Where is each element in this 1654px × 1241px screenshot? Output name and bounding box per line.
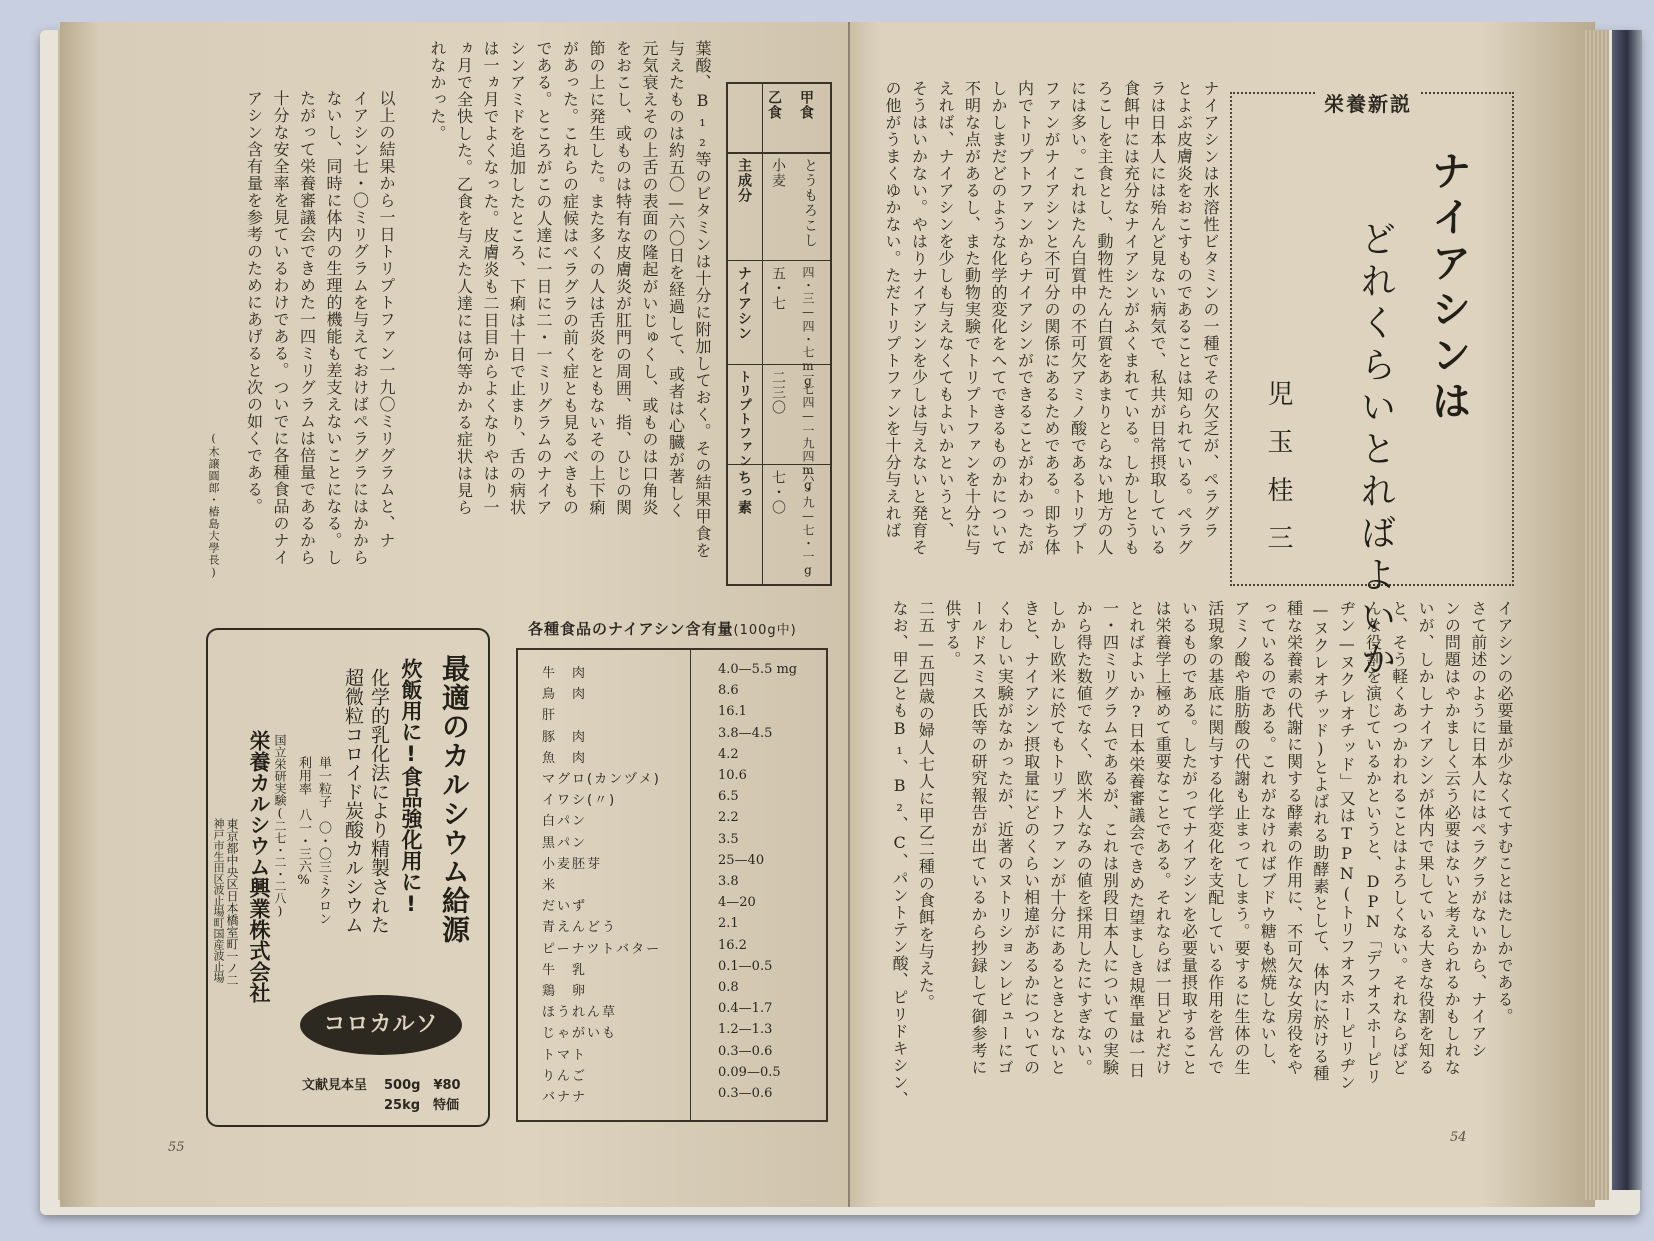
food-name: 牛 乳 — [542, 962, 588, 978]
text-column: とよぶ皮膚炎をおこすものであることは知られている。ペラグ — [1174, 80, 1194, 556]
text-column: さて前述のように日本人にはペラグラがないから、ナイアシ — [1468, 600, 1488, 1059]
text-column: いるものである。したがってナイアシンを必要量摂取すること — [1179, 600, 1199, 1076]
table-row — [518, 980, 826, 1001]
table-row — [518, 1022, 826, 1043]
food-name: 魚 肉 — [542, 750, 588, 766]
text-column: 一・四ミリグラムであるが、これは別段日本人についての実験 — [1100, 600, 1120, 1076]
niacin-value: 0.3—0.6 — [718, 1043, 773, 1059]
table-row — [518, 938, 826, 959]
niacin-value: 3.5 — [718, 831, 739, 847]
text-column: んな役割を演じているかというと、DPN「デフオスホーピリ — [1363, 600, 1383, 1085]
food-name: ピーナツトバター — [542, 941, 662, 957]
niacin-value: 0.8 — [718, 980, 739, 995]
table-cell: とうもろこし — [802, 158, 818, 248]
text-column: しかしまだどのような化学的変化をへてできるものかについて — [989, 80, 1008, 556]
text-column: えれば、ナイアシンを少しも与えなくてもよいかというと、 — [936, 80, 955, 539]
niacin-value: 3.8 — [718, 874, 739, 889]
text-column: は一ヵ月でよくなった。皮膚炎も二日目からよくなりやはり一 — [481, 40, 500, 516]
text-column: から得た数値でなく、欧米人なみの値を採用したにすぎない。 — [1074, 600, 1094, 1076]
food-name: トマト — [542, 1047, 588, 1063]
next-page-sliver — [1612, 30, 1642, 1190]
text-column: ファンがナイアシンと不可分の関係にあるためである。即ち体 — [1042, 80, 1061, 556]
text-column: 二五—五四歳の婦人七人に甲乙二種の食餌を与えた。 — [916, 600, 936, 1011]
table-row — [518, 704, 826, 725]
text-column: 元気衰えその上舌の表面の隆起がいじゅくし、或ものは口角炎 — [640, 40, 659, 516]
ad-price: 500g ¥80 — [384, 1078, 461, 1093]
niacin-value: 25—40 — [718, 852, 765, 868]
table-row — [518, 683, 826, 704]
text-column: 与えたものは約五〇—六〇日を経過して、或者は心臓が著しく — [666, 40, 686, 519]
niacin-value: 0.4—1.7 — [718, 1001, 773, 1017]
table-divider — [728, 260, 830, 261]
table-cell: 五・七 — [770, 266, 786, 311]
text-column: の他がうまくゆかない。ただトリプトファンを十分与えれば — [883, 80, 902, 539]
food-table-title-text: 各種食品のナイアシン含有量 — [528, 620, 734, 638]
food-name: りんご — [542, 1068, 588, 1084]
article-title: ナイアシンは — [1425, 150, 1471, 426]
food-name: 白パン — [542, 814, 588, 830]
food-name: 米 — [542, 878, 558, 893]
text-column: イアシン七・〇ミリグラムを与えておけばペラグラにはかから — [350, 90, 370, 566]
table-row — [518, 916, 826, 937]
table-cell: 一七四—一九四mg — [801, 370, 815, 493]
text-column: 種な栄養素の代謝に関する酵素の作用に、不可欠な女房役をや — [1284, 600, 1304, 1076]
food-table-title — [528, 618, 797, 639]
niacin-value: 0.09—0.5 — [718, 1064, 781, 1080]
ad-copy: 超微粒コロイド炭酸カルシウム — [342, 668, 364, 934]
header-cell: 乙食 — [766, 90, 782, 120]
food-name: じゃがいも — [542, 1026, 618, 1042]
text-column: 活現象の基底に関与する化学変化を支配している作用を営んで — [1205, 600, 1225, 1076]
table-row — [518, 853, 826, 874]
table-cell: 六・九—七・一g — [801, 470, 815, 578]
header-cell: 甲食 — [798, 90, 814, 120]
table-row — [518, 832, 826, 853]
table-row — [518, 874, 826, 895]
article-author: 児玉桂三 — [1263, 380, 1293, 572]
niacin-value: 4—20 — [718, 895, 756, 911]
table-cell: 小麦 — [770, 158, 786, 188]
food-name: ほうれん草 — [542, 1005, 618, 1021]
food-name: だいず — [542, 899, 588, 915]
ad-institute: 国立栄研実験(二七・二・二八) — [273, 734, 287, 918]
text-column: 不明な点があるし、また動物実験でトリプトファンを十分に与 — [962, 80, 982, 556]
text-column: くわしい実験がなかったが、近著のヌトリションレビューにゴ — [995, 600, 1015, 1076]
niacin-value: 1.2—1.3 — [718, 1022, 773, 1038]
ad-copy: 化学的乳化法により精製された — [368, 668, 390, 934]
text-column: をおこし、或ものは特有な皮膚炎が肛門の周囲、指、ひじの関 — [613, 40, 633, 516]
text-column: れなかった。 — [428, 40, 447, 142]
niacin-value: 3.8—4.5 — [718, 725, 773, 741]
text-column: 以上の結果から一日トリプトファン一九〇ミリグラムと、ナ — [377, 90, 396, 549]
text-column: ヂン—ヌクレオチッド」又はTPN(トリフオスホーピリヂン — [1337, 600, 1357, 1091]
food-name: 豚 肉 — [542, 729, 588, 745]
text-column: 葉酸、B₁₂等のビタミンは十分に附加しておく。その結果甲食を — [693, 40, 712, 559]
right-page-edges — [1585, 30, 1609, 1200]
text-column: いが、しかしナイアシンが体内で果している大きな役割を知る — [1416, 600, 1436, 1076]
table-row — [518, 895, 826, 916]
table-row — [518, 789, 826, 810]
food-name: 鳥 肉 — [542, 687, 588, 703]
text-column: ろこしを主食とし、動物性たん白質をあまりとらない地方の人 — [1095, 80, 1114, 556]
text-column: きと、ナイアシン摂取量にどのくらい相違があるかについての — [1021, 600, 1041, 1076]
page-number-left: 55 — [168, 1140, 185, 1155]
table-header: ちっ素 — [736, 470, 752, 515]
table-cell: 七・〇 — [770, 470, 786, 515]
text-column: である。ところがこの人達に一日に二・一ミリグラムのナイア — [534, 40, 553, 516]
niacin-value: 6.5 — [718, 789, 739, 805]
table-row — [518, 959, 826, 980]
ad-spec: 単一粒子 〇・〇三ミクロン — [316, 756, 331, 925]
table-header: ナイアシン — [736, 266, 752, 341]
text-column: イアシンの必要量が少なくてすむことはたしかである。 — [1495, 600, 1514, 1025]
text-column: 食餌中には充分なナイアシンがふくまれている。しかしとうも — [1121, 80, 1141, 556]
table-row — [518, 747, 826, 768]
table-header: 主成分 — [736, 158, 752, 203]
diet-composition-table — [726, 82, 832, 586]
text-column: 供する。 — [942, 600, 962, 668]
food-name: 小麦胚芽 — [542, 856, 603, 872]
ad-subhead: 炊飯用に!食品強化用に! — [399, 658, 423, 916]
ad-price: 25kg 特価 — [384, 1098, 460, 1113]
table-row — [518, 1065, 826, 1086]
niacin-value: 4.2 — [718, 746, 739, 762]
ad-spec: 利用率 八一・三六% — [296, 756, 311, 888]
text-column: ンの問題はやかましく云う必要はないと考えられるかもしれな — [1442, 600, 1462, 1076]
table-row — [518, 662, 826, 683]
text-column: は栄養学上極めて重要なことである。それならば一日どれだけ — [1153, 600, 1173, 1076]
niacin-value: 16.2 — [718, 937, 747, 953]
food-niacin-table — [516, 648, 828, 1122]
table-row — [518, 1044, 826, 1065]
food-name: 黒パン — [542, 835, 588, 851]
korokaruso-logo: コロカルソ — [300, 995, 462, 1055]
article-subtitle: どれくらいとればよいか — [1355, 220, 1396, 682]
table-row — [518, 768, 826, 789]
food-name: 青えんどう — [542, 920, 618, 936]
text-column: しかし欧米に於てもトリプトファンが十分にあるときとないと — [1047, 600, 1067, 1076]
text-column: とればよいか?日本栄養審議会できめた望ましき規準量は一日 — [1126, 600, 1146, 1079]
text-column: たがって栄養審議会できめた一四ミリグラムは倍量であるから — [297, 90, 317, 566]
niacin-value: 2.2 — [718, 810, 739, 826]
niacin-value: 0.1—0.5 — [718, 958, 773, 974]
table-row — [518, 810, 826, 831]
ad-address: 東京都中央区日本橋室町一ノ二 — [225, 818, 239, 986]
niacin-value: 16.1 — [718, 704, 747, 720]
text-column: には多い。これはたん白質中の不可欠アミノ酸であるトリプト — [1068, 80, 1088, 556]
column-tag: 栄養新説 — [1316, 88, 1420, 117]
table-header: トリプトファン — [736, 370, 751, 468]
table-row — [518, 726, 826, 747]
text-column: 節の上に発生した。また多くの人は舌炎をともないその上下痢 — [587, 40, 606, 516]
ad-company: 栄養カルシウム興業株式会社 — [247, 730, 271, 1003]
text-column: 内でトリプトファンからナイアシンができることがわかったが — [1015, 80, 1035, 556]
food-table-unit: (100g中) — [733, 623, 797, 638]
text-column: アシン含有量を参考のためにあげると次の如くである。 — [244, 90, 264, 515]
ad-price-label: 文献見本呈 — [302, 1078, 368, 1093]
table-row — [518, 1086, 826, 1107]
ad-address: 神戸市生田区波止場町国産波止場 — [212, 818, 225, 983]
page-number-right: 54 — [1450, 1130, 1467, 1145]
table-cell: 二三〇 — [770, 370, 786, 415]
food-name: マグロ(カンヅメ) — [542, 772, 661, 787]
table-cell: 四・三—四・七mg — [801, 266, 815, 389]
text-column: ナイアシンは水溶性ビタミンの一種でその欠乏が、ペラグラ — [1201, 80, 1220, 539]
food-name: 肝 — [542, 708, 558, 724]
food-name: イワシ(〃) — [542, 793, 617, 809]
niacin-value: 8.6 — [718, 683, 739, 699]
text-column: アミノ酸や脂肪酸の代謝も止まってしまう。要するに生体の生 — [1232, 600, 1251, 1076]
text-column: があった。これらの症候はペラグラの前く症とも見るべきもの — [560, 40, 580, 516]
text-column: と、そう軽くあつかわれることはよろしくない。それならばど — [1389, 600, 1409, 1076]
food-name: 鶏 卵 — [542, 984, 588, 999]
text-column: ヵ月で全快した。乙食を与えた人達には何等かかる症状は見ら — [454, 40, 474, 516]
text-column: ラは日本人には殆んど見ない病気で、私共が日常摂取している — [1148, 80, 1167, 556]
author-note: (木譲圓郎・椿島大學長) — [207, 432, 220, 580]
text-column: —ヌクレオチッド)とよばれる助酵素として、体内に於ける種 — [1310, 600, 1330, 1082]
food-name: 牛 肉 — [542, 666, 588, 681]
niacin-value: 4.0—5.5 mg — [718, 662, 798, 677]
food-name: バナナ — [542, 1090, 588, 1105]
text-column: そうはいかない。やはりナイアシンを少しは与えないと発育そ — [909, 80, 929, 556]
niacin-value: 10.6 — [718, 768, 747, 783]
text-column: なお、甲乙ともB₁、B₂、C、パントテン酸、ピリドキシン、 — [890, 600, 910, 1108]
ad-headline: 最適のカルシウム給源 — [438, 654, 471, 944]
text-column: っているのである。これがなければブドウ糖も燃焼しないし、 — [1258, 600, 1278, 1076]
niacin-value: 0.3—0.6 — [718, 1086, 773, 1101]
niacin-value: 2.1 — [718, 916, 739, 932]
text-column: シンアミドを追加したところ、下痢は十日で止まり、舌の病状 — [507, 40, 527, 516]
text-column: 十分な安全率を見ているわけである。ついでに各種食品のナイ — [271, 90, 290, 566]
text-column: ールドスミス氏等の研究報告が出ているから抄録して御参考に — [969, 600, 988, 1076]
table-row — [518, 1001, 826, 1022]
table-divider — [762, 84, 763, 584]
text-column: ないし、同時に体内の生理的機能も差支えないことになる。し — [324, 90, 343, 566]
